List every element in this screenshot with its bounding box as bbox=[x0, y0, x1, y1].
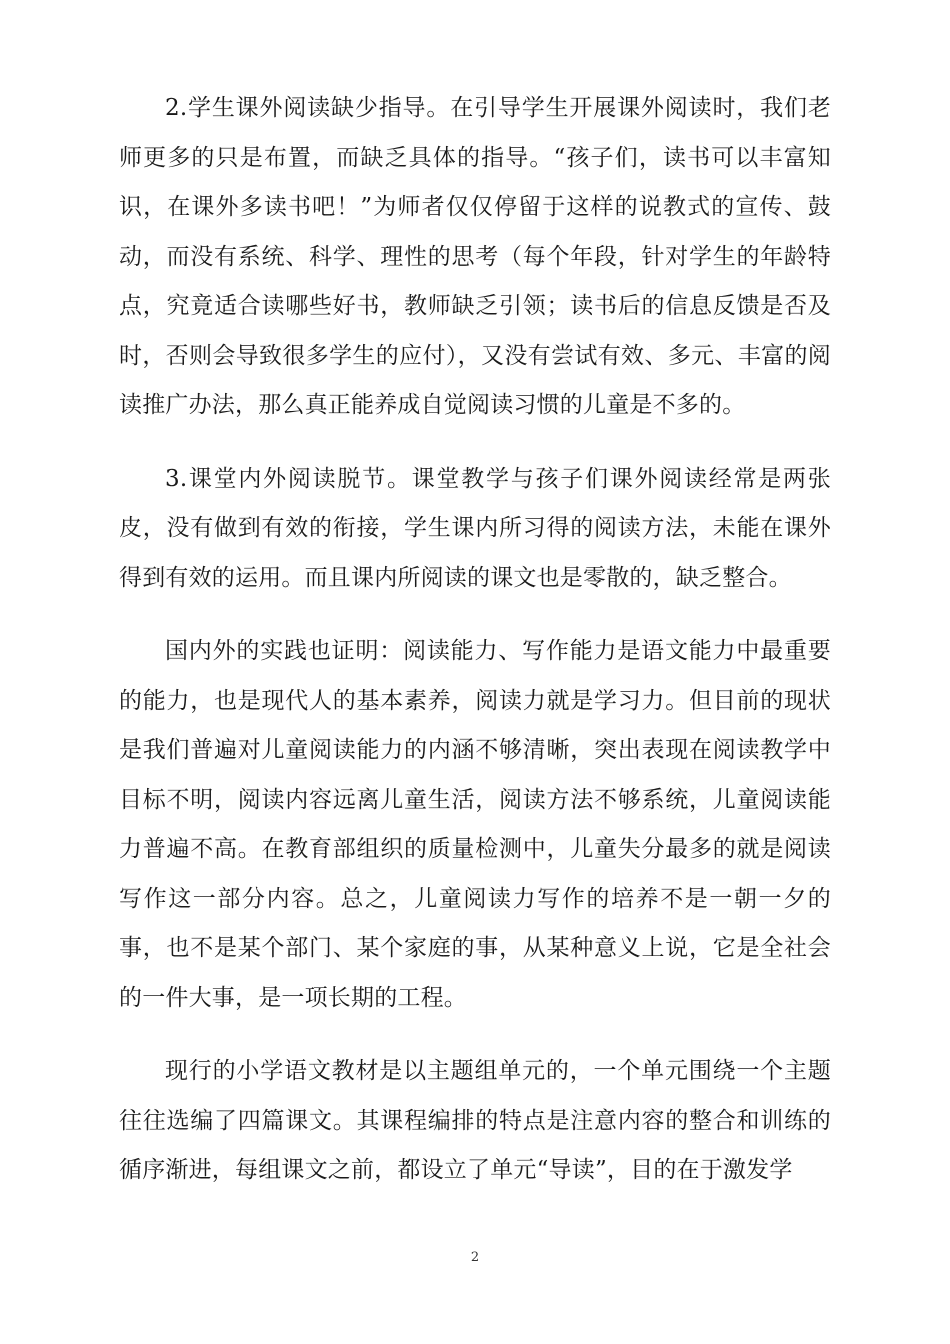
paragraph-extracurricular-guidance: 2.学生课外阅读缺少指导。在引导学生开展课外阅读时，我们老师更多的只是布置，而缺乏具体的指导。“孩子们，读书可以丰富知识，在课外多读书吧！”为师者仅仅停留于这样的说教式的宣传、鼓动，而没有系统、科学、理性的思考（每个年段，针对学生的年龄特点，究竟适合读哪些好书，教师缺乏引领；读书后的信息反馈是否及时，否则会导致很多学生的应付），又没有尝试有效、多元、丰富的阅读推广办法，那么真正能养成自觉阅读习惯的儿童是不多的。 bbox=[119, 95, 831, 418]
paragraph-gap bbox=[119, 1023, 831, 1047]
paragraph-textbook-structure: 现行的小学语文教材是以主题组单元的，一个单元围绕一个主题往往选编了四篇课文。其课程编排的特点是注意内容的整合和训练的循序渐进，每组课文之前，都设立了单元“导读”，目的在于激发学 bbox=[119, 1058, 831, 1183]
paragraph-gap bbox=[119, 603, 831, 627]
paragraph-gap bbox=[119, 431, 831, 455]
page-number: 2 bbox=[470, 1250, 480, 1265]
paragraph-classroom-disconnect: 3.课堂内外阅读脱节。课堂教学与孩子们课外阅读经常是两张皮，没有做到有效的衔接，学生课内所习得的阅读方法，未能在课外得到有效的运用。而且课内所阅读的课文也是零散的，缺乏整合。 bbox=[119, 465, 831, 591]
paragraph-reading-ability: 国内外的实践也证明：阅读能力、写作能力是语文能力中最重要的能力，也是现代人的基本素养，阅读力就是学习力。但目前的现状是我们普遍对儿童阅读能力的内涵不够清晰，突出表现在阅读教学中目标不明，阅读内容远离儿童生活，阅读方法不够系统，儿童阅读能力普遍不高。在教育部组织的质量检测中，儿童失分最多的就是阅读写作这一部分内容。总之，儿童阅读力写作的培养不是一朝一夕的事，也不是某个部门、某个家庭的事，从某种意义上说，它是全社会的一件大事，是一项长期的工程。 bbox=[119, 638, 831, 1011]
document-body bbox=[119, 84, 831, 1196]
